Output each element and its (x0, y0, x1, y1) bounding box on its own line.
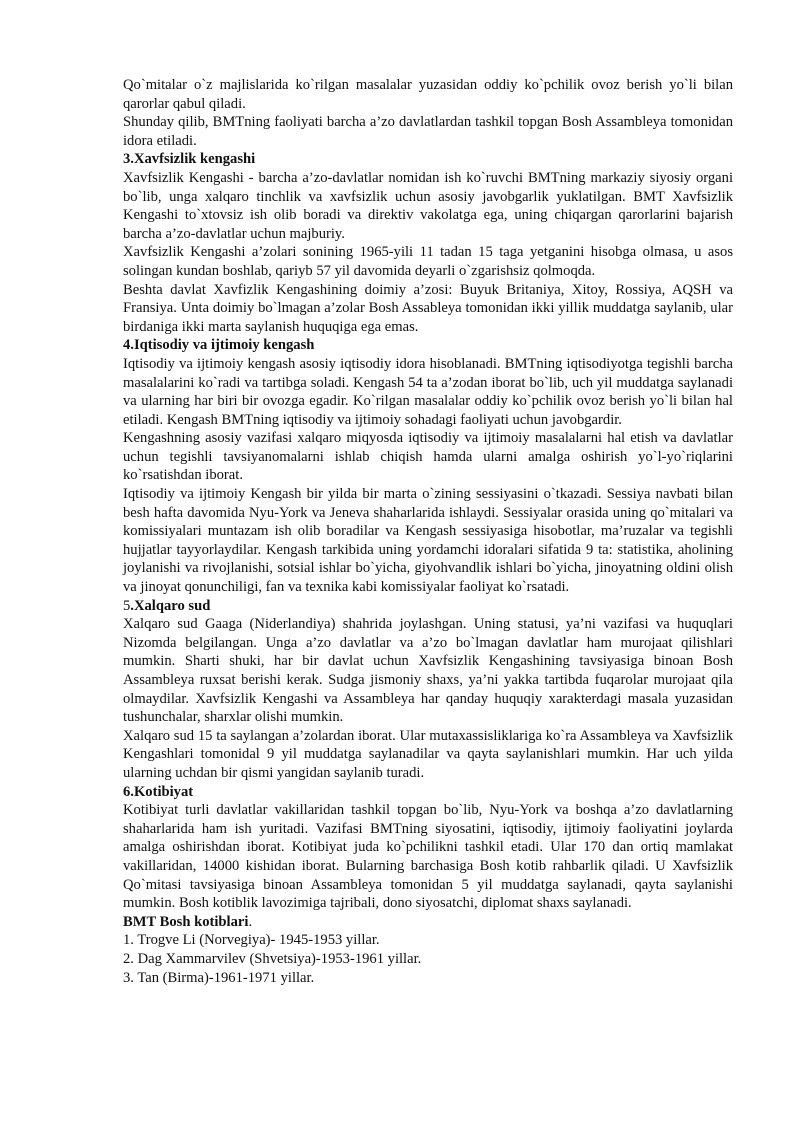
section-heading-economic-social-council: 4.Iqtisodiy va ijtimoiy kengash (123, 337, 315, 354)
paragraph: Kotibiyat turli davlatlar vakillaridan tashkil topgan bo`lib, Nyu-York va boshqa a’zo davlatlarning shaharlarida ham ish yuritadi. Vazifasi BMTning siyosatini, iqtisodiy, ijtimoiy faoliyatini joylarda amalga oshirishdan iborat. Kotibiyat juda ko`pchilikni tashkil etadi. Ular 170 dan ortiq mamlakat vakillaridan, 14000 kishidan iborat. Bularning barchasiga Bosh kotib rahbarlik qiladi. U Xavfsizlik Qo`mitasi tavsiyasiga binoan Assambleya tomonidan 5 yil muddatga saylanadi, qayta saylanishi mumkin. Bosh kotiblik lavozimiga tajribali, dono siyosatchi, diplomat shaxs saylanadi. (123, 802, 733, 912)
intro-paragraph: Qo`mitalar o`z majlislarida ko`rilgan masalalar yuzasidan oddiy ko`pchilik ovoz berish yo`li bilan qarorlar qabul qiladi. (123, 77, 733, 112)
secretaries-heading (123, 913, 733, 932)
paragraph: Beshta davlat Xavfizlik Kengashining doimiy a’zosi: Buyuk Britaniya, Xitoy, Rossiya, AQSH va Fransiya. Unta doimiy bo`lmagan a’zolar Bosh Assableya tomonidan ikki yillik muddatga saylanib, ular birdaniga ikki marta saylanish huquqiga ega emas. (123, 281, 733, 335)
list-item: 1. Trogve Li (Norvegiya)- 1945-1953 yillar. (123, 932, 380, 949)
paragraph: Xavfsizlik Kengashi - barcha a’zo-davlatlar nomidan ish ko`ruvchi BMTning markaziy siyosiy organi bo`lib, unga xalqaro tinchlik va xavfsizlik uchun asosiy javobgarlik yuklatilgan. BMT Xavfsizlik Kengashi to`xtovsiz ish olib boradi va direktiv vakolatga ega, uning chiqargan qarorlarini bajarish barcha a’zo-davlatlar uchun majburiy. (123, 169, 733, 242)
secretaries-title-suffix: . (248, 913, 253, 930)
paragraph: Iqtisodiy va ijtimoiy kengash asosiy iqtisodiy idora hisoblanadi. BMTning iqtisodiyotga tegishli barcha masalalarini ko`radi va tartibga soladi. Kengash 54 ta a’zodan iborat bo`lib, uch yil muddatga saylanadi va ularning har biri bir ovozga egadir. Ko`rilgan masalalar oddiy ko`pchilik ovoz berish yo`li bilan hal etiladi. Kengash BMTning iqtisodiy va ijtimoiy sohadagi faoliyati uchun javobgardir. (123, 355, 733, 428)
section-title: .Xalqaro sud (130, 597, 211, 614)
section-heading-international-court (123, 597, 733, 616)
paragraph: Xalqaro sud 15 ta saylangan a’zolardan iborat. Ular mutaxassisliklariga ko`ra Assambleya va Xavfsizlik Kengashlari tomonidal 9 yil muddatga saylanadilar va qayta saylanishlari mumkin. Har uch yilda ularning uchdan bir qismi yangidan saylanib turadi. (123, 727, 733, 781)
paragraph: Xalqaro sud Gaaga (Niderlandiya) shahrida joylashgan. Uning statusi, ya’ni vazifasi va huquqlari Nizomda belgilangan. Unga a’zo davlatlar va a’zo bo`lmagan davlatlar ham murojaat qilishlari mumkin. Sharti shuki, har bir davlat uchun Xavfsizlik Kengashining tavsiyasiga binoan Bosh Assambleya ruxsat berishi kerak. Sudga jismoniy shaxs, ya’ni yakka tartibda fuqarolar murojaat qila olmaydilar. Xavfsizlik Kengashi va Assambleya har qanday huquqiy xarakterdagi masala yuzasidan tushunchalar, sharxlar olishi mumkin. (123, 616, 733, 726)
list-item: 3. Tan (Birma)-1961-1971 yillar. (123, 969, 315, 986)
document-page (123, 76, 733, 987)
paragraph: Xavfsizlik Kengashi a’zolari sonining 1965-yili 11 tadan 15 taga yetganini hisobga olmasa, u asos solingan kundan boshlab, qariyb 57 yil davomida deyarli o`zgarishsiz qolmoqda. (123, 244, 733, 279)
secretaries-list (123, 931, 733, 987)
list-item: 2. Dag Xammarvilev (Shvetsiya)-1953-1961 yillar. (123, 950, 422, 967)
paragraph: Iqtisodiy va ijtimoiy Kengash bir yilda bir marta o`zining sessiyasini o`tkazadi. Sessiya navbati bilan besh hafta davomida Nyu-York va Jeneva shaharlarida ishlaydi. Sessiyalar orasida uning qo`mitalari va komissiyalari muntazam ish olib boradilar va Kengash sessiyasiga hisobotlar, ma’ruzalar va tegishli hujjatlar tayyorlaydilar. Kengash tarkibida uning yordamchi idoralari sifatida 9 ta: statistika, aholining joylanishi va rivojlanishi, sotsial ishlar bo`yicha, giyohvandlik ishlari bo`yicha, jinoyatning oldini olish va jinoyat qonunchiligi, fan va texnika kabi komissiyalar faoliyat ko`rsatadi. (123, 486, 733, 596)
secretaries-title: BMT Bosh kotiblari (123, 913, 249, 930)
section-number: 5 (123, 597, 131, 614)
paragraph: Kengashning asosiy vazifasi xalqaro miqyosda iqtisodiy va ijtimoiy masalalarni hal etish va davlatlar uchun tegishli tavsiyanomalarni ishlab chiqish hamda ularni amalga oshirish yo`l-yo`riqlarini ko`rsatishdan iborat. (123, 430, 733, 484)
intro-paragraph: Shunday qilib, BMTning faoliyati barcha a’zo davlatlardan tashkil topgan Bosh Assambleya tomonidan idora etiladi. (123, 114, 733, 149)
section-heading-secretariat: 6.Kotibiyat (123, 783, 194, 800)
section-heading-security-council: 3.Xavfsizlik kengashi (123, 151, 256, 168)
